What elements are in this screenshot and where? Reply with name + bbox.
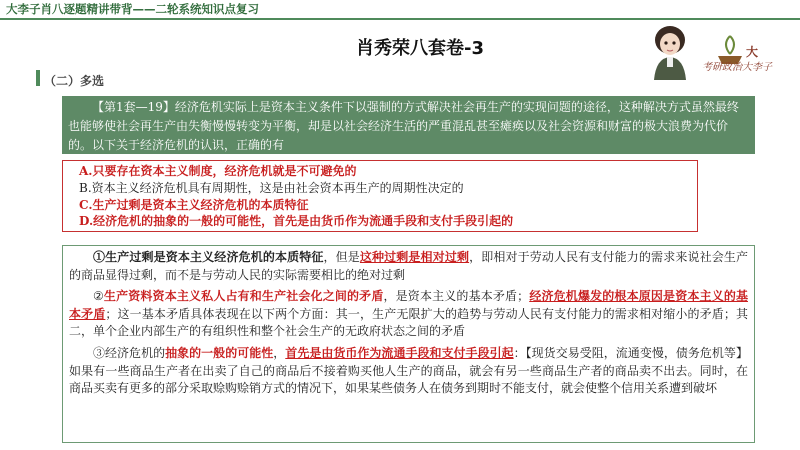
explanation-1-highlight: 这种过剩是相对过剩 [359,250,470,264]
option-a: A.只要存在资本主义制度，经济危机就是不可避免的 [79,164,357,178]
section-label: （二）多选 [44,74,105,88]
explanation-1-text: ，但是 [323,250,360,264]
logo-text: 考研政治大李子 [702,62,772,73]
header-divider [0,18,800,20]
explanation-1-lead: ①生产过剩是资本主义经济危机的本质特征 [93,250,324,264]
explanation-2-rest: ；这一基本矛盾具体表现在以下两个方面：其一，生产无限扩大的趋势与劳动人民有支付能力的需求相对缩小的矛盾；其二，单个企业内部生产的有组织性和整个社会生产的无政府状态之间的矛盾 [69,306,748,339]
explanation-3-rest: ：【现货交易受阻，流通变慢，债务危机等】如果有一些商品生产者在出卖了自己的商品后不接着购买他人生产的商品，就会有另一些商品生产者的商品卖不出去。同时，在商品买卖有更多的部分采取赊购赊销方式的情况下，如果某些债务人在债务到期时不能支付，就会使整个信用关系遭到破坏 [69,345,748,396]
explanation-3-key: 首先是由货币作为流通手段和支付手段引起 [285,345,514,360]
option-d: D.经济危机的抽象的一般的可能性，首先是由货币作为流通手段和支付手段引起的 [79,214,514,229]
explanation-paragraph-2 [69,288,748,341]
explanation-paragraph-1 [69,249,748,284]
top-banner [0,0,800,18]
explanation-2-highlight: 生产资料资本主义私人占有和生产社会化之间的矛盾 [103,289,384,304]
answer-options [62,160,698,232]
explanation-2-text: ，是资本主义的基本矛盾； [383,289,530,304]
explanation-2-key: 经济危机爆发的根本原因是资本主义的基本矛盾 [69,289,748,321]
teacher-avatar-icon [648,24,692,80]
explanation-paragraph-3 [69,345,748,398]
course-title: 大李子肖八逐题精讲带背——二轮系统知识点复习 [6,2,259,16]
section-marker [36,70,40,86]
explanation-box [62,245,755,443]
option-b: B.资本主义经济危机具有周期性，这是由社会资本再生产的周期性决定的 [79,180,464,195]
slide-title: 肖秀荣八套卷-3 [356,38,484,59]
explanation-3-sep: ， [273,345,286,360]
svg-text:大: 大 [746,45,759,59]
explanation-1-rest: ，即相对于劳动人民有支付能力的需求来说社会生产的商品显得过剩，而不是与劳动人民的实际需要相比的绝对过剩 [69,250,748,282]
explanation-3-lead: ③经济危机的 [93,345,166,360]
explanation-3-highlight: 抽象的一般的可能性 [165,345,274,360]
explanation-2-num: ② [93,289,104,304]
question-stem: 【第1套—19】经济危机实际上是资本主义条件下以强制的方式解决社会再生产的实现问题的途径，这种解决方式虽然最终也能够使社会再生产由失衡慢慢转变为平衡，却是以社会经济生活的严重混乱甚至瘫痪以及社会资源和财富的极大浪费为代价的。以下关于经济危机的认识，正确的有 [62,96,755,154]
option-c: C.生产过剩是资本主义经济危机的本质特征 [79,197,309,212]
